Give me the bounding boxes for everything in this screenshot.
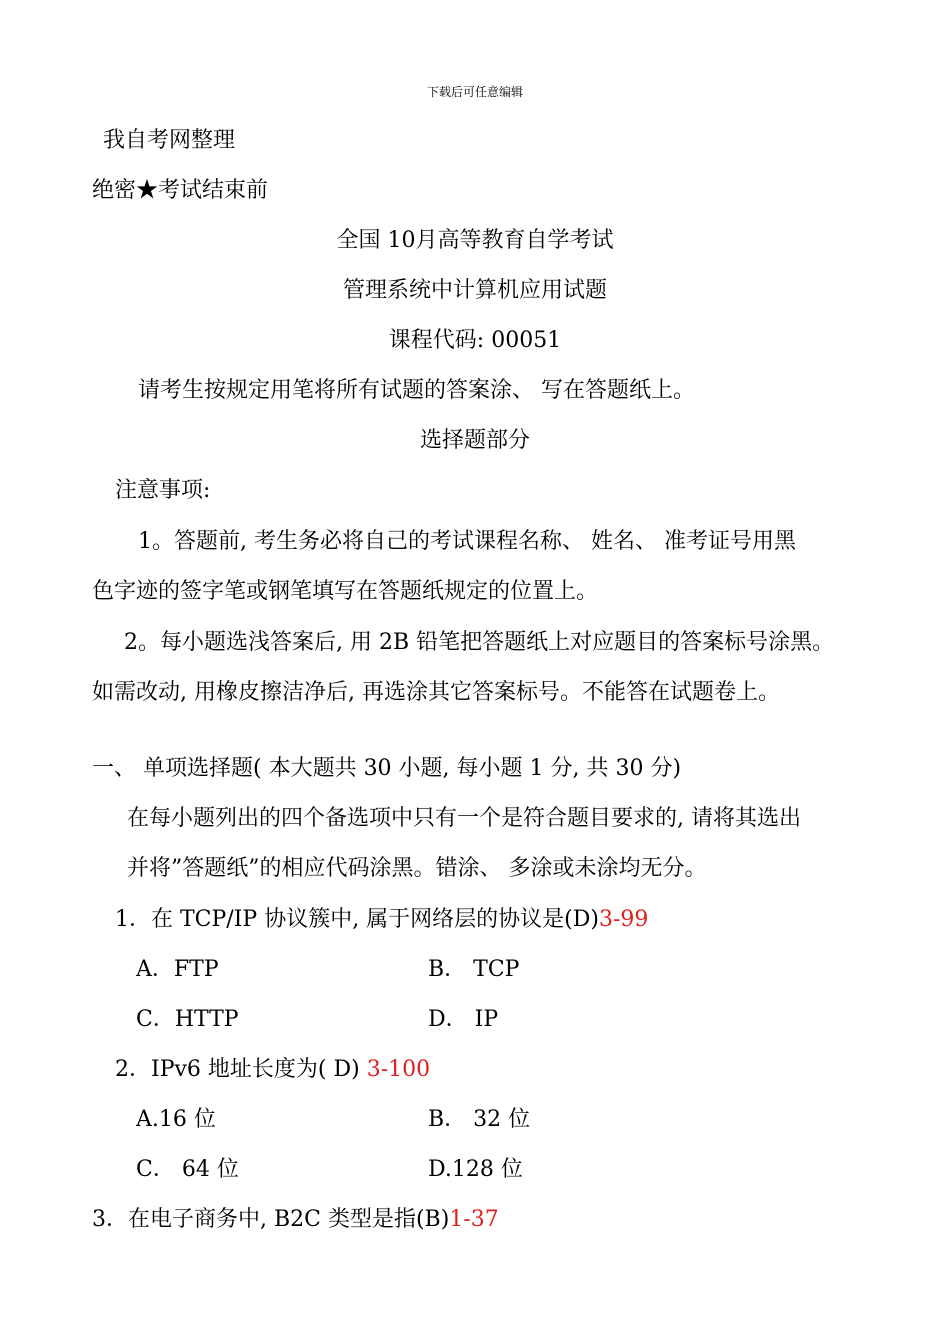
option-d: D． IP [428,1007,499,1032]
option-b: B． TCP [428,957,520,982]
option-d: D.128 位 [428,1157,523,1182]
source-line: 我自考网整理 [103,128,236,153]
section-title: 选择题部分 [419,428,530,453]
note-2-line-1: 2。每小题选浅答案后, 用 2B 铅笔把答题纸上对应题目的答案标号涂黑。 [124,630,835,655]
part-1-desc-line-1: 在每小题列出的四个备选项中只有一个是符合题目要求的, 请将其选出 [127,806,801,831]
subject-title: 管理系统中计算机应用试题 [342,278,607,303]
option-a: A．FTP [136,957,219,982]
note-1-line-2: 色字迹的签字笔或钢笔填写在答题纸规定的位置上。 [92,579,599,604]
question-1 [115,905,648,935]
option-b: B． 32 位 [428,1107,531,1132]
question-text: 3．在电子商务中, B2C 类型是指(B) [92,1207,450,1232]
option-c: C．HTTP [136,1007,239,1032]
option-c: C． 64 位 [136,1157,239,1182]
exam-title: 全国 10月高等教育自学考试 [336,228,614,253]
question-text: 2．IPv6 地址长度为( D) [115,1057,367,1082]
question-reference: 1-37 [449,1207,499,1232]
question-text: 1．在 TCP/IP 协议簇中, 属于网络层的协议是(D) [115,907,599,932]
course-code: 课程代码: 00051 [388,328,562,353]
question-reference: 3-99 [599,907,649,932]
secret-line: 绝密★考试结束前 [92,178,269,203]
notes-title: 注意事项: [115,478,211,503]
question-reference: 3-100 [366,1057,431,1082]
page-header: 下载后可任意编辑 [426,85,523,99]
question-3 [92,1205,499,1235]
part-1-desc-line-2: 并将”答题纸”的相应代码涂黑。错涂、 多涂或未涂均无分。 [127,856,707,881]
note-1-line-1: 1。答题前, 考生务必将自己的考试课程名称、 姓名、 准考证号用黑 [138,529,796,554]
note-2-line-2: 如需改动, 用橡皮擦洁净后, 再选涂其它答案标号。不能答在试题卷上。 [92,680,780,705]
part-1-title: 一、 单项选择题( 本大题共 30 小题, 每小题 1 分, 共 30 分) [92,756,682,781]
instruction-line: 请考生按规定用笔将所有试题的答案涂、 写在答题纸上。 [138,378,695,403]
question-2 [115,1055,430,1085]
option-a: A.16 位 [136,1107,216,1132]
